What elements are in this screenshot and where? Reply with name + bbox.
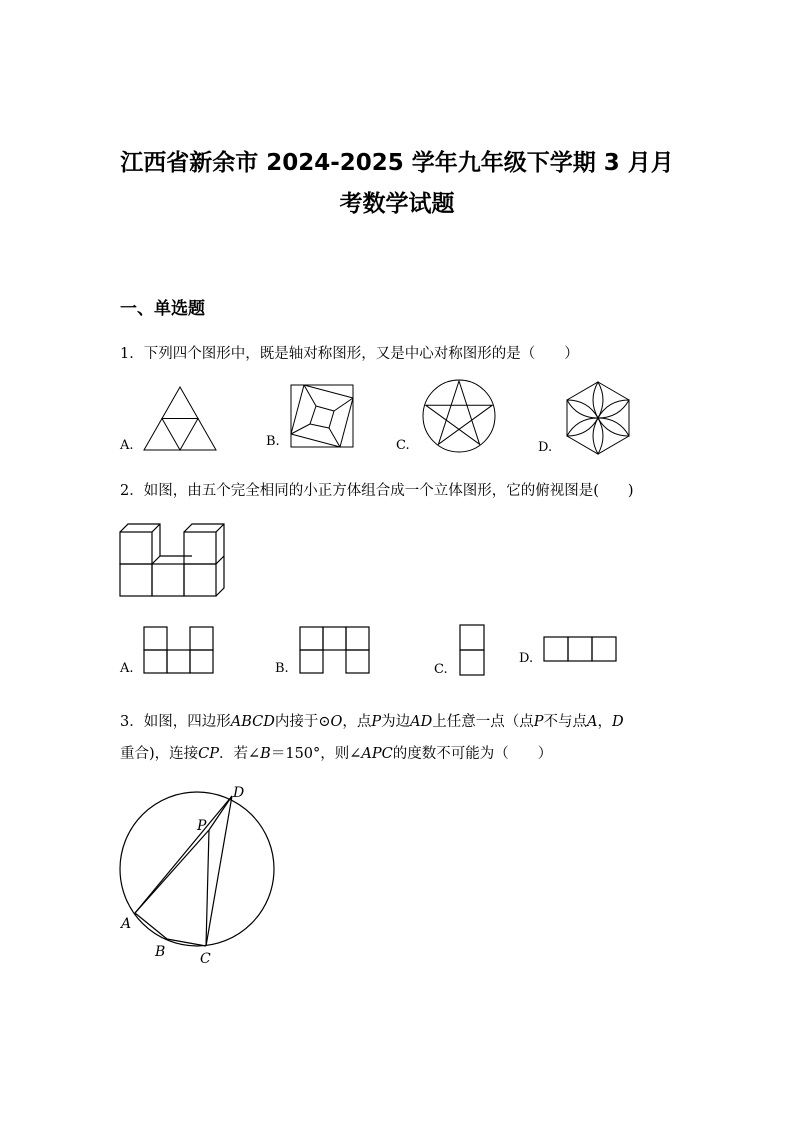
- q2-option-b-label: B.: [275, 661, 289, 676]
- q2-option-b-figure: [299, 626, 371, 674]
- q2-option-d-figure: [543, 636, 617, 663]
- q2-option-d-label: D.: [519, 651, 534, 666]
- q3-angle-b: ∠B: [248, 746, 271, 762]
- label-c: C: [200, 951, 211, 967]
- q3-line2-mid2: ，则: [320, 746, 350, 762]
- q3-circle-figure: [112, 780, 282, 970]
- q1-option-a-label: A.: [120, 438, 134, 453]
- q3-point-a: A: [587, 714, 598, 730]
- q3-point-d: D: [612, 714, 624, 730]
- q3-line2-end: 的度数不可能为（ ）: [392, 746, 553, 762]
- q3-text-prefix: 3．如图，四边形: [120, 714, 231, 730]
- label-d: D: [233, 785, 245, 801]
- q1-option-c-figure: [421, 378, 497, 454]
- q3-segment-cp: CP: [198, 746, 220, 762]
- q2-cube-figure: [118, 520, 230, 600]
- q1-option-b-figure: [290, 384, 354, 448]
- q3-text-mid2: 为边: [381, 714, 411, 730]
- q1-option-d-figure: [560, 380, 636, 456]
- q3-eq: ＝150°: [270, 746, 321, 762]
- q3-text-comma: ，: [597, 714, 613, 730]
- q1-option-a-figure: [143, 386, 218, 452]
- label-p: P: [197, 818, 207, 834]
- label-b: B: [155, 944, 166, 960]
- q2-option-a-label: A.: [120, 661, 134, 676]
- q2-option-a-figure: [143, 626, 215, 674]
- question-3-line2: [120, 742, 552, 763]
- q3-angle-apc: ∠APC: [349, 746, 393, 762]
- page-title-line1: 江西省新余市 2024-2025 学年九年级下学期 3 月月: [120, 150, 674, 176]
- q3-text-mid3: 上任意一点（点: [432, 714, 534, 730]
- q3-point-p2: P: [533, 714, 544, 730]
- q3-text-mid4: 不与点: [543, 714, 588, 730]
- question-1-text: 1．下列四个图形中，既是轴对称图形，又是中心对称图形的是（ ）: [120, 346, 579, 362]
- q3-point-p: P: [371, 714, 382, 730]
- label-a: A: [121, 916, 132, 932]
- q3-side-ad: AD: [410, 714, 433, 730]
- q3-text-inscribed: 内接于: [274, 714, 319, 730]
- question-2-text: 2．如图，由五个完全相同的小正方体组合成一个立体图形，它的俯视图是( ): [120, 483, 634, 499]
- circle-symbol-icon: ⊙: [318, 714, 331, 730]
- q2-option-c-label: C.: [434, 662, 448, 677]
- q3-quad-name: ABCD: [230, 714, 275, 730]
- question-3-line1: [120, 710, 624, 731]
- q3-circle-name: O: [330, 714, 343, 730]
- q3-line2-start: 重合)，连接: [120, 746, 199, 762]
- q2-option-c-figure: [458, 624, 486, 676]
- q3-text-mid1: ，点: [342, 714, 372, 730]
- q1-option-c-label: C.: [396, 438, 410, 453]
- page-title-line2: 考数学试题: [339, 191, 455, 217]
- q1-option-b-label: B.: [266, 434, 280, 449]
- section-heading: 一、单选题: [120, 299, 205, 319]
- q1-option-d-label: D.: [538, 440, 553, 455]
- q3-line2-mid: ．若: [219, 746, 249, 762]
